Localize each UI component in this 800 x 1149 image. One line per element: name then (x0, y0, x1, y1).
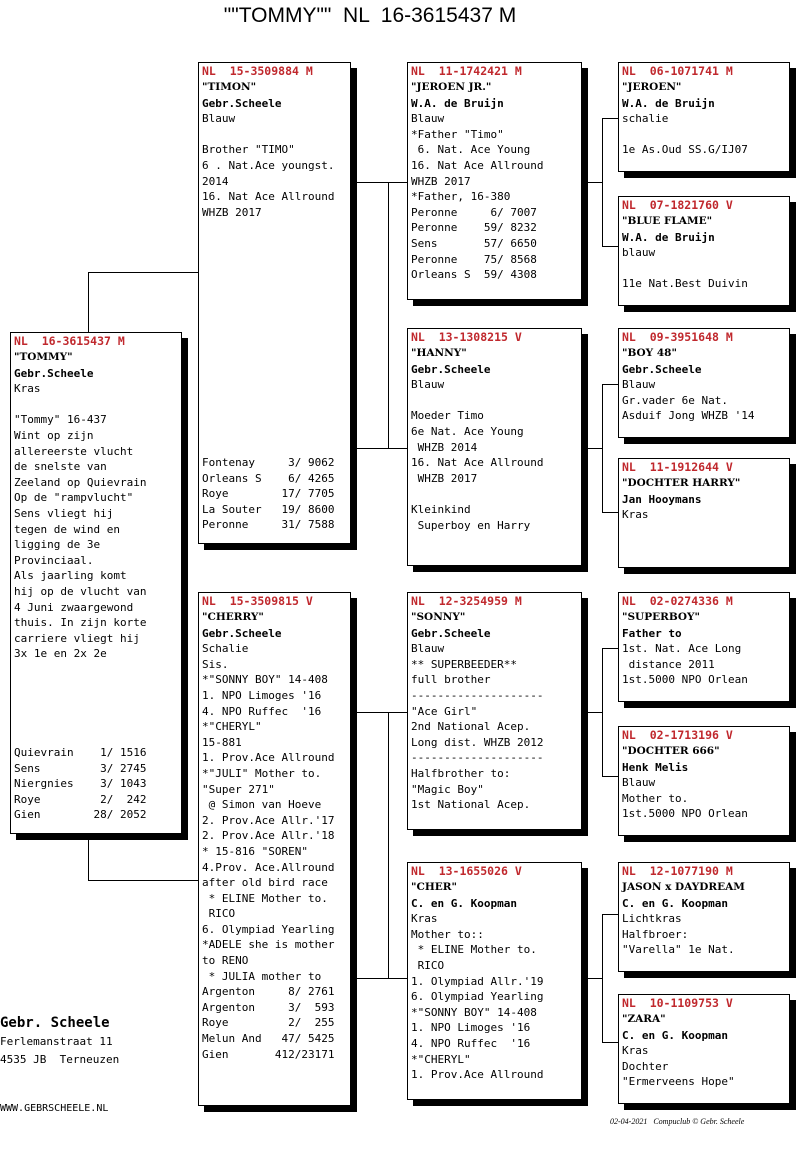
pedigree-line: * ELINE Mother to. (411, 943, 537, 957)
pedigree-line: Kleinkind (411, 502, 471, 516)
pedigree-line: Orleans S 59/ 4308 (411, 268, 537, 282)
pedigree-line: Gr.vader 6e Nat. (622, 393, 728, 407)
pedigree-line: Argenton 3/ 593 (202, 1000, 335, 1014)
pedigree-line: WHZB 2014 (411, 440, 478, 454)
pedigree-line: Halfbrother to: (411, 766, 511, 780)
connector-line (582, 978, 602, 979)
pedigree-line: distance 2011 (622, 657, 715, 671)
ring-number: NL 15-3509884 M (202, 64, 313, 78)
race-result: Orleans S 6/ 4265 (202, 471, 335, 485)
pedigree-line: schalie (622, 112, 669, 126)
pedigree-line: Superboy en Harry (411, 518, 531, 532)
pedigree-line: 1st. Nat. Ace Long (622, 642, 742, 656)
pigeon-name: "BLUE FLAME" (622, 215, 713, 227)
race-result: Gien 28/ 2052 (14, 808, 147, 822)
pedigree-line (411, 486, 578, 502)
race-results (202, 455, 347, 533)
pedigree-line (411, 393, 578, 409)
ring-number: NL 11-1912644 V (622, 460, 733, 474)
pedigree-line: 1. NPO Limoges '16 (202, 688, 322, 702)
pedigree-line: @ Simon van Hoeve (202, 798, 322, 812)
pedigree-line: ligging de 3e (14, 538, 101, 552)
connector-line (88, 834, 89, 880)
connector-line (351, 182, 407, 183)
pedigree-line: Lichtkras (622, 912, 682, 926)
pedigree-line: 3x 1e en 2x 2e (14, 647, 107, 661)
breeder-name: W.A. de Bruijn (622, 230, 715, 244)
pedigree-line: 4. NPO Ruffec '16 (411, 1036, 531, 1050)
pedigree-line: Blauw (202, 112, 236, 126)
connector-line (602, 118, 603, 246)
ring-number: NL 12-1077190 M (622, 864, 733, 878)
pedigree-line: Sens vliegt hij (14, 506, 114, 520)
breeder-name: Gebr.Scheele (411, 626, 491, 640)
pedigree-line: *"JULI" Mother to. (202, 766, 322, 780)
pedigree-line: 1st National Acep. (411, 798, 531, 812)
pigeon-name: "CHERRY" (202, 611, 264, 623)
pedigree-line: "Ermerveens Hope" (622, 1075, 735, 1089)
pedigree-line: Blauw (411, 642, 445, 656)
ring-number: NL 12-3254959 M (411, 594, 522, 608)
race-result: Sens 3/ 2745 (14, 761, 147, 775)
ring-number: NL 06-1071741 M (622, 64, 733, 78)
breeder-name: Gebr.Scheele (411, 362, 491, 376)
connector-line (602, 648, 603, 776)
pedigree-line: *"CHERYL" (202, 720, 262, 734)
pedigree-line: Brother "TIMO" (202, 143, 295, 157)
pedigree-line: Moeder Timo (411, 409, 484, 423)
pedigree-line: Melun And 47/ 5425 (202, 1032, 335, 1046)
pedigree-line: "Tommy" 16-437 (14, 413, 107, 427)
pigeon-name: "BOY 48" (622, 347, 677, 359)
pedigree-line: Blauw (622, 378, 656, 392)
pedigree-line: "Magic Boy" (411, 782, 484, 796)
breeder-name: Gebr.Scheele (202, 96, 282, 110)
pedigree-line: Kras (14, 382, 41, 396)
pedigree-line (202, 127, 347, 143)
ring-number: NL 15-3509815 V (202, 594, 313, 608)
pedigree-line: 1. Olympiad Allr.'19 (411, 974, 544, 988)
pedigree-line: 11e Nat.Best Duivin (622, 277, 748, 291)
pedigree-line: thuis. In zijn korte (14, 616, 147, 630)
pedigree-line: blauw (622, 246, 656, 260)
pigeon-name: "TOMMY" (14, 351, 73, 363)
pigeon-name: "TIMON" (202, 81, 257, 93)
pedigree-line: 16. Nat Ace Allround (411, 158, 544, 172)
pigeon-name: "CHER" (411, 881, 457, 893)
breeder-name: Gebr.Scheele (622, 362, 702, 376)
connector-line (388, 712, 389, 978)
race-result: Quievrain 1/ 1516 (14, 746, 147, 760)
pedigree-line: RICO (202, 907, 236, 921)
pedigree-line: RICO (411, 958, 445, 972)
footer-credit: 02-04-2021 Compuclub © Gebr. Scheele (610, 1117, 745, 1126)
pedigree-line: -------------------- (411, 688, 544, 702)
pedigree-line: Kras (622, 508, 649, 522)
ring-number: NL 07-1821760 V (622, 198, 733, 212)
connector-line (602, 512, 618, 513)
pedigree-line: de snelste van (14, 460, 107, 474)
ring-number: NL 02-0274336 M (622, 594, 733, 608)
pedigree-line: 6. Nat. Ace Young (411, 143, 531, 157)
connector-line (602, 914, 618, 915)
pedigree-line: full brother (411, 673, 491, 687)
pedigree-card-dsd (618, 726, 790, 836)
pedigree-line (14, 397, 178, 413)
pedigree-line: to RENO (202, 954, 249, 968)
pedigree-line: * ELINE Mother to. (202, 891, 328, 905)
pedigree-line: 2. Prov.Ace Allr.'17 (202, 813, 335, 827)
pedigree-line: 1. Prov.Ace Allround (202, 751, 335, 765)
pedigree-line: 2nd National Acep. (411, 720, 531, 734)
pedigree-line: Peronne 6/ 7007 (411, 205, 537, 219)
pedigree-line: WHZB 2017 (202, 205, 262, 219)
pedigree-card-dss (618, 592, 790, 702)
breeder-name: C. en G. Koopman (622, 1028, 728, 1042)
page-title: ""TOMMY"" NL 16-3615437 M (223, 4, 517, 27)
pedigree-line: Peronne 59/ 8232 (411, 221, 537, 235)
pedigree-line: Zeeland op Quievrain (14, 475, 147, 489)
race-result: Roye 17/ 7705 (202, 487, 335, 501)
pedigree-line: Halfbroer: (622, 927, 689, 941)
pigeon-name: "SONNY" (411, 611, 466, 623)
race-results (14, 745, 178, 823)
breeder-name: C. en G. Koopman (411, 896, 517, 910)
pedigree-card-sire-sire (407, 62, 582, 300)
breeder-name: Gebr.Scheele (202, 626, 282, 640)
website-link[interactable]: WWW.GEBRSCHEELE.NL (0, 1103, 109, 1114)
pedigree-line: -------------------- (411, 751, 544, 765)
pedigree-line: after old bird race (202, 876, 328, 890)
connector-line (351, 978, 407, 979)
pedigree-line: Blauw (622, 776, 656, 790)
pigeon-name: "JEROEN JR." (411, 81, 492, 93)
pedigree-line: *"SONNY BOY" 14-408 (202, 673, 328, 687)
connector-line (602, 648, 618, 649)
ring-number: NL 16-3615437 M (14, 334, 125, 348)
connector-line (602, 384, 618, 385)
pedigree-card-ssd (618, 196, 790, 306)
connector-line (602, 118, 618, 119)
pedigree-line: 15-881 (202, 735, 242, 749)
pedigree-line: Blauw (411, 112, 445, 126)
ring-number: NL 02-1713196 V (622, 728, 733, 742)
pedigree-line: * JULIA mother to (202, 969, 322, 983)
pedigree-line: Blauw (411, 378, 445, 392)
pedigree-line: * 15-816 "SOREN" (202, 844, 308, 858)
pedigree-card-dam-dam (407, 862, 582, 1100)
breeder-name: W.A. de Bruijn (622, 96, 715, 110)
pedigree-line: Dochter (622, 1059, 669, 1073)
pigeon-name: "HANNY" (411, 347, 467, 359)
pedigree-line: Kras (622, 1044, 649, 1058)
ring-number: NL 09-3951648 M (622, 330, 733, 344)
connector-line (602, 246, 618, 247)
connector-line (602, 384, 603, 512)
pedigree-card-sire-dam (407, 328, 582, 566)
pedigree-line: 4 Juni zwaargewond (14, 600, 134, 614)
connector-line (388, 182, 389, 448)
breeder-name: Father to (622, 626, 682, 640)
pedigree-line: 2. Prov.Ace Allr.'18 (202, 829, 335, 843)
connector-line (88, 272, 89, 332)
pedigree-line: WHZB 2017 (411, 471, 478, 485)
pedigree-line: Als jaarling komt (14, 569, 127, 583)
owner-block (0, 1013, 119, 1069)
pedigree-line: hij op de vlucht van (14, 584, 147, 598)
pedigree-line (622, 261, 786, 277)
pedigree-line: Provinciaal. (14, 553, 94, 567)
pedigree-line: *Father "Timo" (411, 127, 504, 141)
pedigree-line: tegen de wind en (14, 522, 120, 536)
connector-line (582, 712, 602, 713)
owner-name: Gebr. Scheele (0, 1015, 110, 1031)
pedigree-card-sdd (618, 458, 790, 568)
pedigree-line: 1. Prov.Ace Allround (411, 1068, 544, 1082)
breeder-name: Jan Hooymans (622, 492, 702, 506)
breeder-name: Henk Melis (622, 760, 689, 774)
pedigree-line: Roye 2/ 255 (202, 1016, 335, 1030)
pedigree-line: "Super 271" (202, 782, 275, 796)
pedigree-card-dds (618, 862, 790, 972)
pedigree-line: *"CHERYL" (411, 1052, 471, 1066)
pedigree-line: Schalie (202, 642, 249, 656)
pigeon-name: "SUPERBOY" (622, 611, 701, 623)
connector-line (602, 1042, 618, 1043)
ring-number: NL 13-1308215 V (411, 330, 522, 344)
ring-number: NL 13-1655026 V (411, 864, 522, 878)
pigeon-name: "ZARA" (622, 1013, 666, 1025)
ring-number: NL 10-1109753 V (622, 996, 733, 1010)
connector-line (351, 448, 407, 449)
race-result: Niergnies 3/ 1043 (14, 777, 147, 791)
connector-line (602, 914, 603, 1042)
race-result: Roye 2/ 242 (14, 792, 147, 806)
pedigree-line: 4.Prov. Ace.Allround (202, 860, 335, 874)
pedigree-line: Asduif Jong WHZB '14 (622, 409, 755, 423)
pedigree-line: *"SONNY BOY" 14-408 (411, 1005, 537, 1019)
pedigree-card-sds (618, 328, 790, 438)
pedigree-line: Peronne 75/ 8568 (411, 252, 537, 266)
race-result: La Souter 19/ 8600 (202, 502, 335, 516)
pedigree-line: WHZB 2017 (411, 174, 471, 188)
owner-city: 4535 JB Terneuzen (0, 1053, 120, 1066)
pedigree-line: *Father, 16-380 (411, 190, 511, 204)
pedigree-card-subject (10, 332, 182, 834)
pedigree-line: 2014 (202, 174, 229, 188)
pedigree-card-ddd (618, 994, 790, 1104)
pedigree-card-dam-sire (407, 592, 582, 830)
pedigree-line: carriere vliegt hij (14, 631, 140, 645)
pedigree-line: 1st.5000 NPO Orlean (622, 807, 748, 821)
connector-line (351, 712, 407, 713)
owner-address: Ferlemanstraat 11 (0, 1035, 113, 1048)
pedigree-line: allereerste vlucht (14, 444, 134, 458)
pedigree-line: Mother to:: (411, 927, 484, 941)
pigeon-name: "DOCHTER HARRY" (622, 477, 741, 489)
pedigree-line: Sens 57/ 6650 (411, 236, 537, 250)
connector-line (88, 880, 198, 881)
connector-line (602, 776, 618, 777)
pedigree-line: 16. Nat Ace Allround (411, 456, 544, 470)
pedigree-line: Sis. (202, 657, 229, 671)
pedigree-line: 4. NPO Ruffec '16 (202, 704, 322, 718)
pedigree-line: *ADELE she is mother (202, 938, 335, 952)
pedigree-line: 6. Olympiad Yearling (411, 990, 544, 1004)
pedigree-line: 6e Nat. Ace Young (411, 424, 524, 438)
pedigree-line: Mother to. (622, 791, 689, 805)
breeder-name: W.A. de Bruijn (411, 96, 504, 110)
breeder-name: C. en G. Koopman (622, 896, 728, 910)
pigeon-name: "DOCHTER 666" (622, 745, 720, 757)
connector-line (582, 182, 602, 183)
pedigree-line: ** SUPERBEEDER** (411, 657, 517, 671)
pedigree-line: Op de "rampvlucht" (14, 491, 134, 505)
pedigree-line: Kras (411, 912, 438, 926)
pedigree-line (622, 127, 786, 143)
pedigree-line: Argenton 8/ 2761 (202, 985, 335, 999)
pedigree-card-sire (198, 62, 351, 544)
connector-line (582, 448, 602, 449)
pedigree-line: 1st.5000 NPO Orlean (622, 673, 748, 687)
pedigree-line: 6. Olympiad Yearling (202, 922, 335, 936)
breeder-name: Gebr.Scheele (14, 366, 94, 380)
pedigree-line: "Ace Girl" (411, 704, 478, 718)
pedigree-card-sss (618, 62, 790, 172)
pedigree-line: 16. Nat Ace Allround (202, 190, 335, 204)
pedigree-line: 1. NPO Limoges '16 (411, 1021, 531, 1035)
race-result: Peronne 31/ 7588 (202, 518, 335, 532)
pedigree-line: Gien 412/23171 (202, 1047, 335, 1061)
pedigree-line: "Varella" 1e Nat. (622, 943, 735, 957)
ring-number: NL 11-1742421 M (411, 64, 522, 78)
pedigree-line: 1e As.Oud SS.G/IJ07 (622, 143, 748, 157)
pedigree-line: Long dist. WHZB 2012 (411, 735, 544, 749)
pedigree-line: 6 . Nat.Ace youngst. (202, 158, 335, 172)
pigeon-name: JASON x DAYDREAM (622, 881, 745, 893)
race-result: Fontenay 3/ 9062 (202, 456, 335, 470)
connector-line (88, 272, 198, 273)
pedigree-line: Wint op zijn (14, 428, 94, 442)
pedigree-card-dam (198, 592, 351, 1106)
pigeon-name: "JEROEN" (622, 81, 682, 93)
